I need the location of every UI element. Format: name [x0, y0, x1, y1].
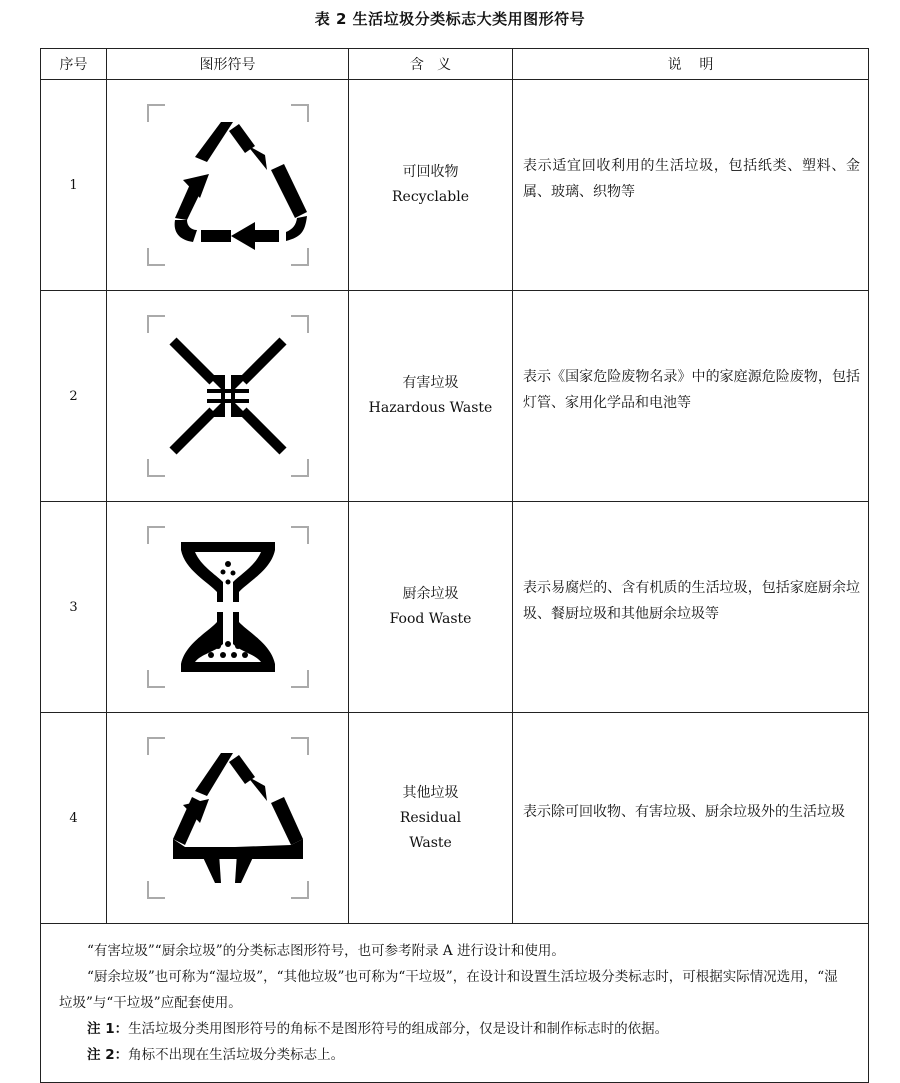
- meaning-cell: [349, 80, 513, 291]
- description-text: 表示《国家危险废物名录》中的家庭源危险废物，包括灯管、家用化学品和电池等: [523, 369, 860, 411]
- note-1-label: 注 1：: [87, 1021, 129, 1037]
- description-text: 表示易腐烂的、含有机质的生活垃圾，包括家庭厨余垃圾、餐厨垃圾和其他厨余垃圾等: [523, 580, 860, 622]
- table-caption: 表 2 生活垃圾分类标志大类用图形符号: [314, 10, 586, 28]
- note-1: [59, 1016, 850, 1042]
- table-row: [41, 713, 869, 924]
- description-text: 表示除可回收物、有害垃圾、厨余垃圾外的生活垃圾: [523, 804, 845, 820]
- meaning-cell: [349, 713, 513, 924]
- row-number: 3: [41, 502, 107, 713]
- hazardous-icon: [143, 311, 313, 481]
- symbol-cell: [107, 80, 349, 291]
- header-desc: 说 明: [513, 49, 869, 80]
- meaning-zh: 其他垃圾: [402, 784, 459, 801]
- description-cell: [513, 291, 869, 502]
- table-row: [41, 502, 869, 713]
- description-cell: [513, 713, 869, 924]
- meaning-zh: 有害垃圾: [402, 375, 459, 391]
- row-number: 1: [41, 80, 107, 291]
- meaning-en: Recyclable: [392, 189, 469, 205]
- recyclable-icon: [143, 100, 313, 270]
- notes-row: [41, 924, 869, 1083]
- note-2: [59, 1042, 850, 1068]
- symbol-cell: [107, 291, 349, 502]
- meaning-zh: 厨余垃圾: [402, 586, 459, 602]
- note-paragraph-2: “厨余垃圾”也可称为“湿垃圾”，“其他垃圾”也可称为“干垃圾”，在设计和设置生活垃圾分类标志时，可根据实际情况选用，“湿垃圾”与“干垃圾”应配套使用。: [59, 969, 838, 1011]
- note-1-text: 生活垃圾分类用图形符号的角标不是图形符号的组成部分，仅是设计和制作标志时的依据。: [128, 1021, 669, 1037]
- table-row: [41, 291, 869, 502]
- header-no: 序号: [41, 49, 107, 80]
- note-paragraph-1: “有害垃圾”“厨余垃圾”的分类标志图形符号，也可参考附录 A 进行设计和使用。: [87, 943, 565, 959]
- meaning-zh: 可回收物: [402, 164, 459, 180]
- header-symbol: 图形符号: [107, 49, 349, 80]
- note-2-label: 注 2：: [87, 1047, 129, 1063]
- meaning-en: Residual: [399, 809, 462, 826]
- row-number: 2: [41, 291, 107, 502]
- symbol-cell: [107, 502, 349, 713]
- meaning-en: Hazardous Waste: [368, 400, 493, 416]
- table-row: [41, 80, 869, 291]
- symbol-table: [40, 48, 869, 1083]
- symbol-cell: [107, 713, 349, 924]
- meaning-en-line2: Waste: [409, 834, 452, 851]
- description-cell: [513, 80, 869, 291]
- description-cell: [513, 502, 869, 713]
- row-number: 4: [41, 713, 107, 924]
- meaning-en: Food Waste: [389, 611, 472, 627]
- notes-cell: [41, 924, 869, 1083]
- header-meaning: 含 义: [349, 49, 513, 80]
- description-text: 表示适宜回收利用的生活垃圾，包括纸类、塑料、金属、玻璃、织物等: [523, 158, 860, 200]
- meaning-cell: [349, 291, 513, 502]
- residual-icon: [143, 733, 313, 903]
- meaning-cell: [349, 502, 513, 713]
- table-header-row: [41, 49, 869, 80]
- note-2-text: 角标不出现在生活垃圾分类标志上。: [128, 1047, 345, 1063]
- food-waste-icon: [143, 522, 313, 692]
